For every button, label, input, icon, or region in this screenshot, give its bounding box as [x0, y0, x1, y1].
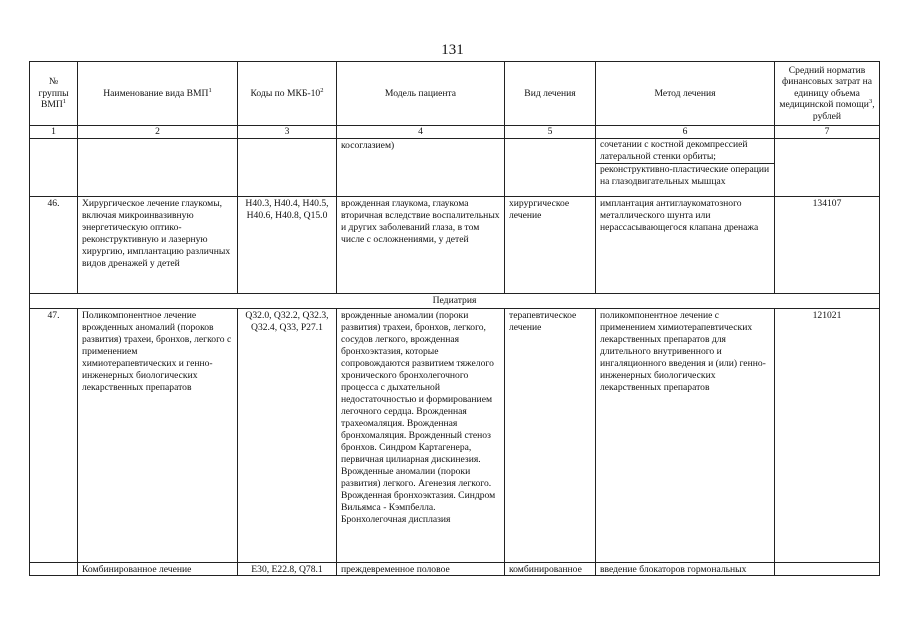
table-row — [30, 197, 880, 294]
column-number: 1 — [30, 126, 78, 139]
column-number: 3 — [238, 126, 337, 139]
continuation-row — [30, 139, 880, 197]
method-part: реконструктивно-пластические операции на глазодвигательных мышцах — [596, 163, 774, 188]
vmp-name: Хирургическое лечение глаукомы, включая микроинвазивную энергетическую оптико-реконструктивную и лазерную хирургию, имплантацию различных видов дренажей у детей — [78, 197, 238, 294]
icd-codes: Q32.0, Q32.2, Q32.3, Q32.4, Q33, P27.1 — [238, 309, 337, 563]
section-title: Педиатрия — [30, 294, 880, 309]
header-icd-codes: Коды по МКБ-$10^2$ — [238, 62, 337, 126]
treatment-type: терапевтическое лечение — [505, 309, 596, 563]
vmp-name: Поликомпонентное лечение врожденных аномалий (пороков развития) трахеи, бронхов, легкого с применением химиотерапевтических и генно-инженерных биологических лекарственных препаратов — [78, 309, 238, 563]
patient-model: врожденная глаукома, глаукома вторичная вследствие воспалительных и других заболеваний глаза, в том числе с осложнениями, у детей — [337, 197, 505, 294]
patient-model: преждевременное половое — [337, 563, 505, 576]
header-patient-model: Модель пациента — [337, 62, 505, 126]
group-number: 46. — [30, 197, 78, 294]
continuation-method — [596, 139, 775, 197]
treatment-type: хирургическое лечение — [505, 197, 596, 294]
method-part: сочетании с костной декомпрессией латеральной стенки орбиты; — [600, 139, 748, 162]
column-number: 6 — [596, 126, 775, 139]
table-row — [30, 309, 880, 563]
patient-model: врожденные аномалии (пороки развития) трахеи, бронхов, легкого, сосудов легкого, врожденная бронхоэктазия, которые сопровождаются развитием тяжелого хронического бронхолегочного процесса с дыхательной недостаточностью и формированием легочного сердца. Врожденная трахеомаляция. Врожденная бронхомаляция. Врожденный стеноз бронхов. Синдром Картагенера, первичная цилиарная дискинезия. Врожденные аномалии (пороки развития) легкого. Агенезия легкого. Врожденная бронхоэктазия. Синдром Вильямса - Кэмпбелла. Бронхолегочная дисплазия — [337, 309, 505, 563]
page-number: 131 — [441, 42, 464, 58]
header-row — [30, 62, 880, 126]
cost-norm: 121021 — [775, 309, 880, 563]
column-number: 4 — [337, 126, 505, 139]
group-number: 47. — [30, 309, 78, 563]
treatment-method: имплантация антиглаукоматозного металлического шунта или нерассасывающегося клапана дренажа — [596, 197, 775, 294]
column-number: 7 — [775, 126, 880, 139]
header-treatment-type: Вид лечения — [505, 62, 596, 126]
table-row-partial — [30, 563, 880, 576]
treatment-method: введение блокаторов гормональных — [596, 563, 775, 576]
section-row — [30, 294, 880, 309]
icd-codes: E30, E22.8, Q78.1 — [238, 563, 337, 576]
vmp-table — [29, 61, 880, 576]
column-number-row — [30, 126, 880, 139]
column-number: 2 — [78, 126, 238, 139]
continuation-model: косоглазием) — [337, 139, 505, 197]
header-vmp-name: Наименование вида ВМП$^1$ — [78, 62, 238, 126]
icd-codes: H40.3, H40.4, H40.5, H40.6, H40.8, Q15.0 — [238, 197, 337, 294]
header-group-number: № группы ВМП$^1$ — [30, 62, 78, 126]
treatment-method: поликомпонентное лечение с применением химиотерапевтических лекарственных препаратов для длительного внутривенного и ингаляционного введения и (или) генно-инженерных биологических лекарственных препаратов — [596, 309, 775, 563]
treatment-type: комбинированное — [505, 563, 596, 576]
header-cost-norm: Средний норматив финансовых затрат на единицу объема медицинской помощи$^3$, рублей — [775, 62, 880, 126]
vmp-name: Комбинированное лечение — [78, 563, 238, 576]
cost-norm: 134107 — [775, 197, 880, 294]
column-number: 5 — [505, 126, 596, 139]
header-treatment-method: Метод лечения — [596, 62, 775, 126]
